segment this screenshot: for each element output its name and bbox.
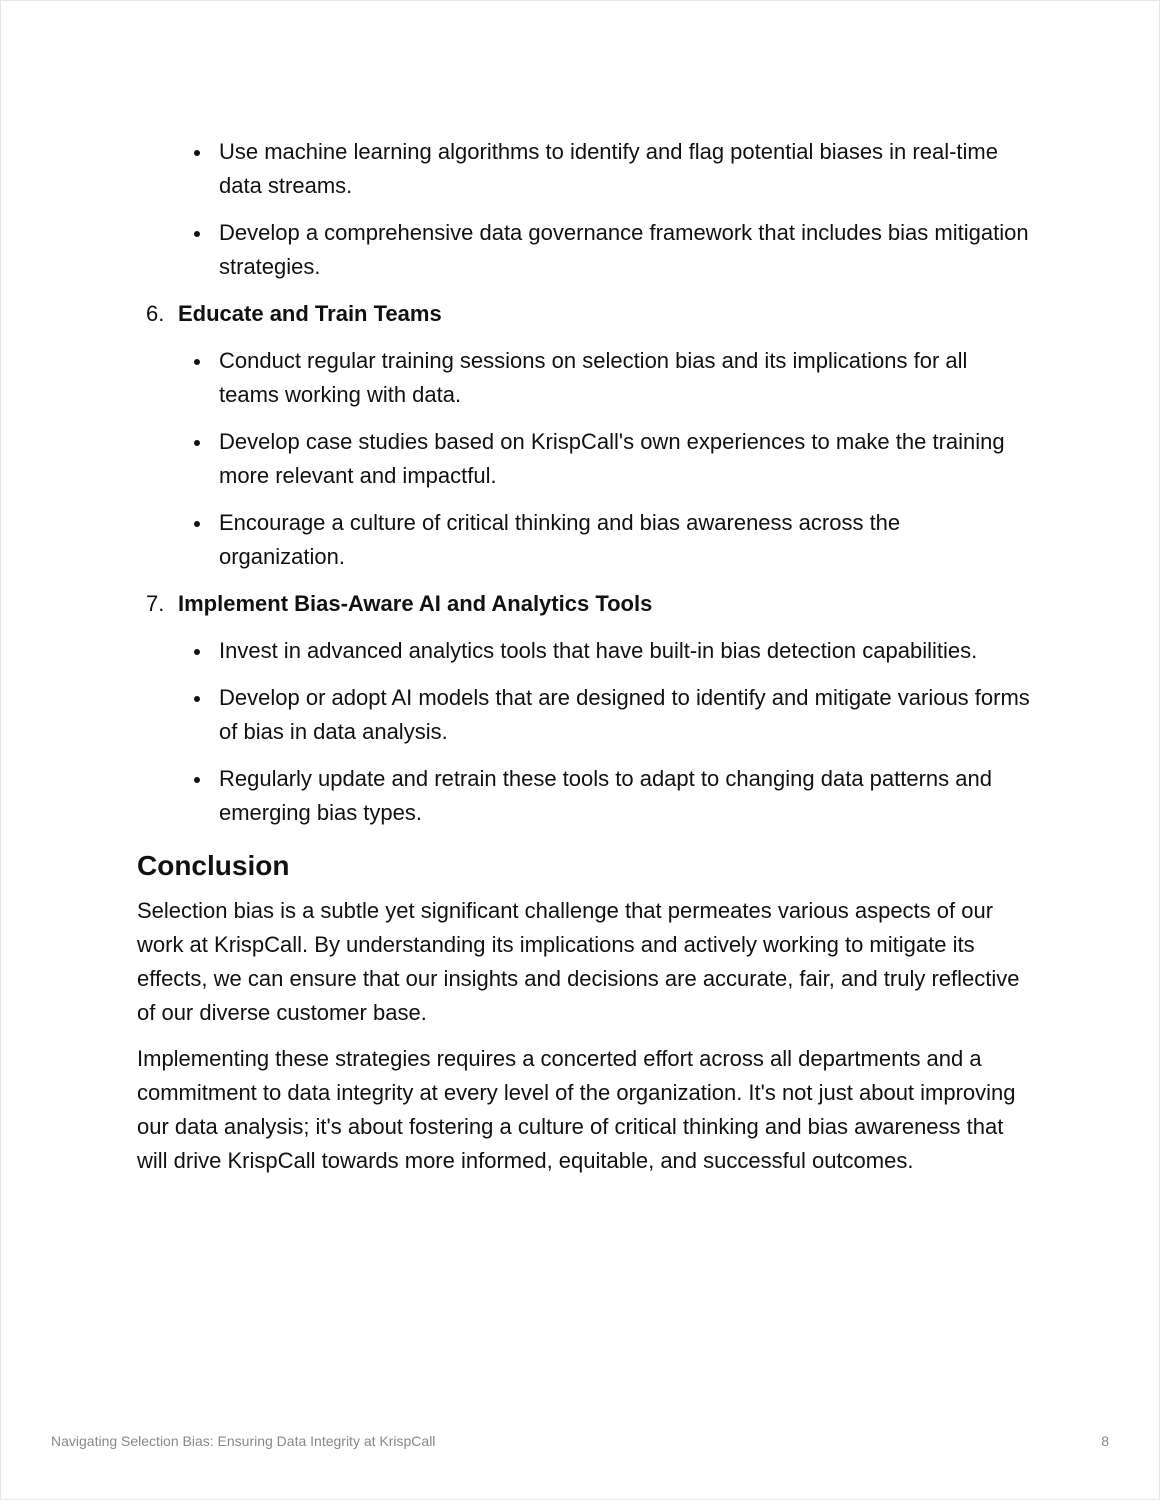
- bullet-item: Invest in advanced analytics tools that have built-in bias detection capabilities.: [219, 634, 1032, 668]
- bullet-item: Develop case studies based on KrispCall's own experiences to make the training more relevant and impactful.: [219, 425, 1032, 493]
- numbered-item-6: [137, 297, 1032, 574]
- item-title: Educate and Train Teams: [178, 301, 442, 326]
- item-number: 6.: [146, 301, 165, 326]
- numbered-item-7: [137, 587, 1032, 830]
- item-number: 7.: [146, 591, 165, 616]
- bullet-item: Regularly update and retrain these tools to adapt to changing data patterns and emerging bias types.: [219, 762, 1032, 830]
- bullet-item: Develop or adopt AI models that are designed to identify and mitigate various forms of bias in data analysis.: [219, 681, 1032, 749]
- numbered-heading: [137, 297, 1032, 331]
- bullet-list: [137, 344, 1032, 574]
- paragraph: Implementing these strategies requires a concerted effort across all departments and a commitment to data integrity at every level of the organization. It's not just about improving our data analysis; it's about fostering a culture of critical thinking and bias awareness that will drive KrispCall towards more informed, equitable, and successful outcomes.: [137, 1046, 1016, 1173]
- bullet-item: Develop a comprehensive data governance framework that includes bias mitigation strategies.: [219, 216, 1032, 284]
- item-title: Implement Bias-Aware AI and Analytics Tools: [178, 591, 653, 616]
- bullet-list: [137, 634, 1032, 830]
- section-heading-conclusion: Conclusion: [137, 850, 290, 881]
- footer-document-title: Navigating Selection Bias: Ensuring Data Integrity at KrispCall: [51, 1433, 436, 1449]
- bullet-item: Use machine learning algorithms to identify and flag potential biases in real-time data streams.: [219, 135, 1032, 203]
- bullet-item: Conduct regular training sessions on selection bias and its implications for all teams working with data.: [219, 344, 1032, 412]
- numbered-heading: [137, 587, 1032, 621]
- bullet-item: Encourage a culture of critical thinking and bias awareness across the organization.: [219, 506, 1032, 574]
- paragraph: Selection bias is a subtle yet significant challenge that permeates various aspects of our work at KrispCall. By understanding its implications and actively working to mitigate its effects, we can ensure that our insights and decisions are accurate, fair, and truly reflective of our diverse customer base.: [137, 898, 1020, 1025]
- bullet-list: [137, 135, 1032, 284]
- page-content: [137, 135, 1032, 1190]
- footer-page-number: 8: [1101, 1433, 1109, 1449]
